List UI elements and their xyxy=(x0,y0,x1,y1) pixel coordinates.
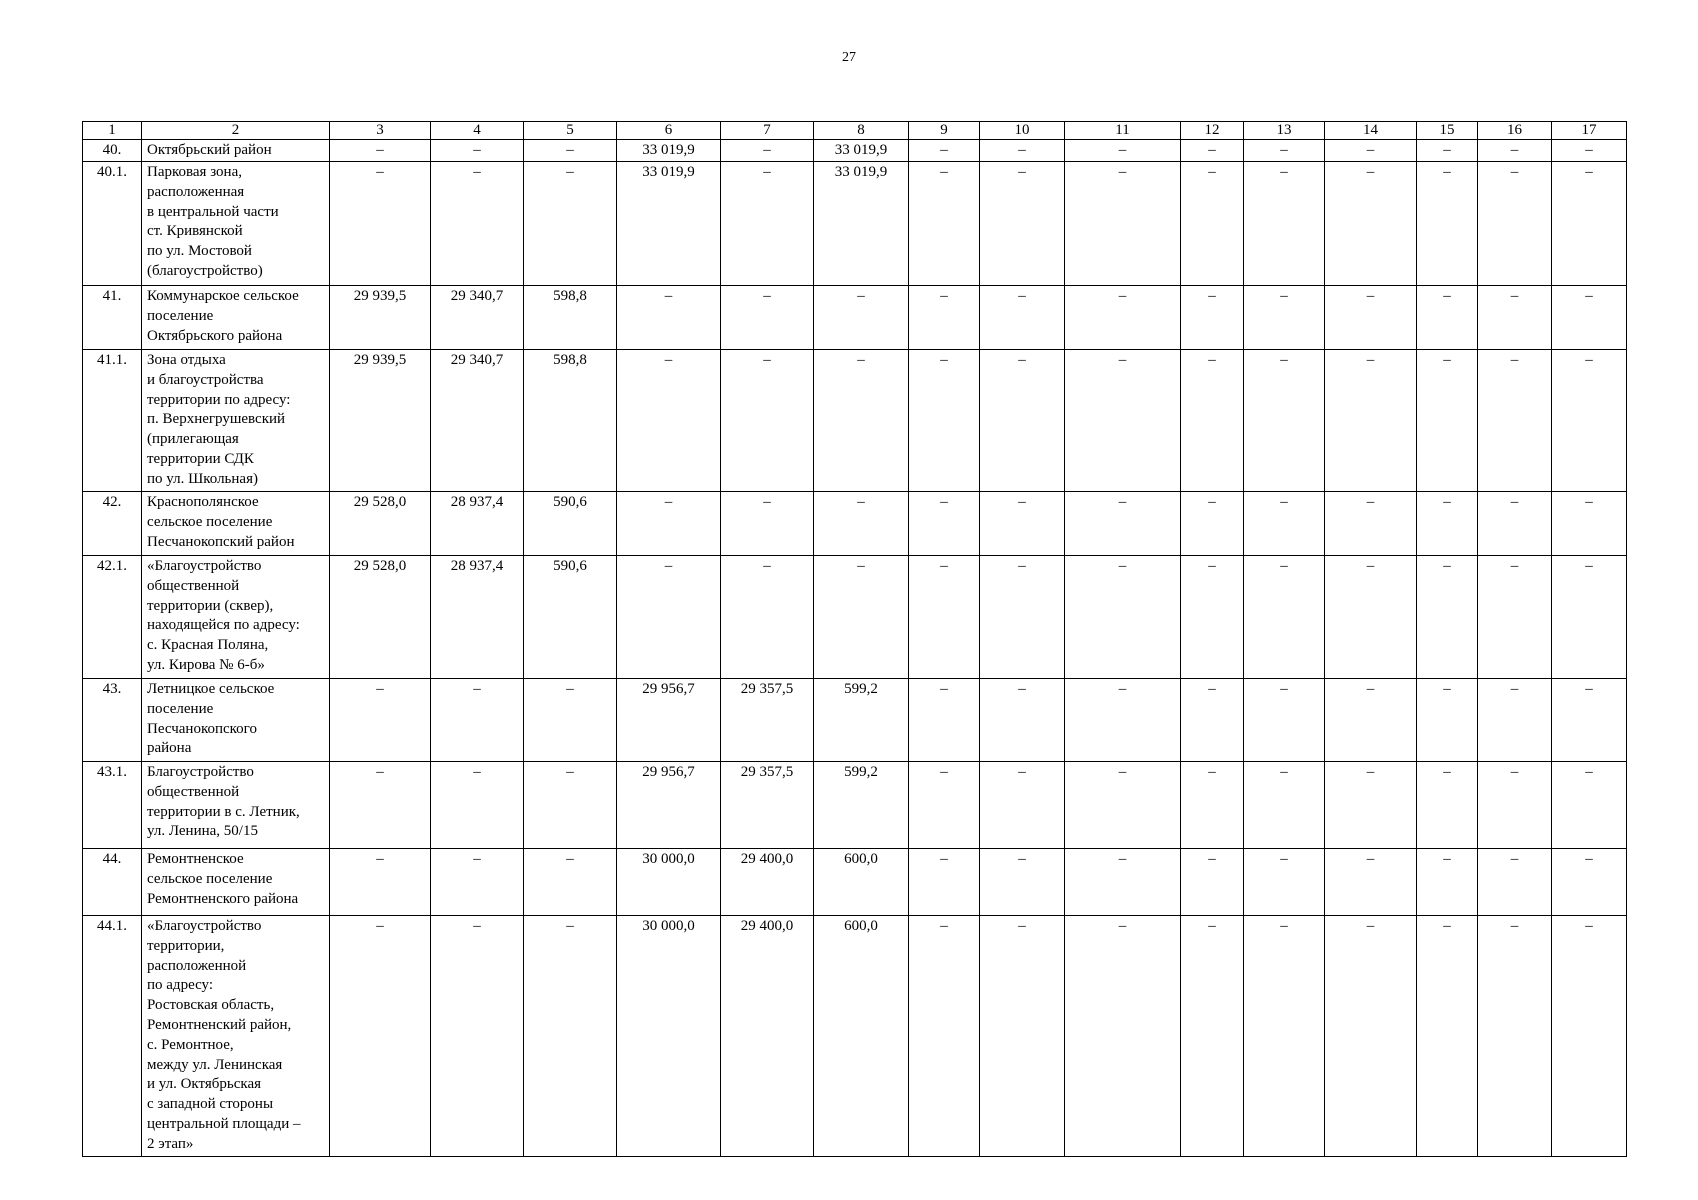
value-cell: – xyxy=(1325,556,1417,679)
value-cell: – xyxy=(1552,140,1627,162)
data-table xyxy=(82,121,1627,1157)
object-name-line: с западной стороны xyxy=(147,1096,274,1113)
object-name-line: с. Ремонтное, xyxy=(147,1036,234,1053)
table-row xyxy=(83,140,1627,162)
value-cell: – xyxy=(909,162,980,286)
object-name-line: «Благоустройство xyxy=(147,918,262,934)
value-cell: – xyxy=(617,556,721,679)
value-cell: – xyxy=(909,350,980,492)
value-cell: – xyxy=(721,162,814,286)
object-name xyxy=(142,556,330,679)
value-cell: – xyxy=(1065,762,1181,849)
value-cell: – xyxy=(1065,556,1181,679)
value-cell: – xyxy=(814,350,909,492)
value-cell: – xyxy=(1065,350,1181,492)
column-header: 6 xyxy=(617,122,721,140)
value-cell: – xyxy=(1181,916,1244,1157)
value-cell: – xyxy=(1478,350,1552,492)
row-number: 43.1. xyxy=(83,762,142,849)
value-cell: – xyxy=(1325,492,1417,556)
value-cell: – xyxy=(1181,556,1244,679)
object-name-line: (прилегающая xyxy=(147,431,239,448)
value-cell: – xyxy=(980,140,1065,162)
value-cell: – xyxy=(1417,140,1478,162)
object-name xyxy=(142,762,330,849)
value-cell: – xyxy=(1552,286,1627,350)
value-cell: 29 939,5 xyxy=(330,286,431,350)
object-name-line: с. Красная Поляна, xyxy=(147,637,269,654)
object-name-line: Октябрьского района xyxy=(147,327,283,344)
value-cell: – xyxy=(909,916,980,1157)
value-cell: – xyxy=(1325,916,1417,1157)
value-cell: – xyxy=(1552,916,1627,1157)
value-cell: – xyxy=(909,679,980,762)
value-cell: – xyxy=(1065,140,1181,162)
value-cell: 600,0 xyxy=(814,916,909,1157)
object-name-line: и благоустройства xyxy=(147,371,264,388)
object-name-line: ул. Кирова № 6-б» xyxy=(147,656,265,673)
object-name-line: сельское поселение xyxy=(147,870,273,887)
value-cell: – xyxy=(330,849,431,916)
value-cell: – xyxy=(1244,849,1325,916)
table-row xyxy=(83,849,1627,916)
row-number: 41. xyxy=(83,286,142,350)
value-cell: – xyxy=(330,679,431,762)
value-cell: 29 400,0 xyxy=(721,849,814,916)
value-cell: – xyxy=(617,350,721,492)
value-cell: – xyxy=(814,492,909,556)
value-cell: – xyxy=(617,492,721,556)
column-header: 15 xyxy=(1417,122,1478,140)
value-cell: – xyxy=(431,849,524,916)
value-cell: 598,8 xyxy=(524,286,617,350)
value-cell: – xyxy=(1478,556,1552,679)
value-cell: – xyxy=(1181,162,1244,286)
object-name-line: территории (сквер), xyxy=(147,597,274,614)
object-name-line: ст. Кривянской xyxy=(147,223,243,240)
value-cell: – xyxy=(980,492,1065,556)
value-cell: – xyxy=(1065,162,1181,286)
object-name-line: территории, xyxy=(147,937,225,954)
object-name-line: Парковая зона, xyxy=(147,164,242,180)
value-cell: – xyxy=(617,286,721,350)
value-cell: 33 019,9 xyxy=(617,140,721,162)
value-cell: – xyxy=(1244,556,1325,679)
table-body xyxy=(83,140,1627,1157)
value-cell: – xyxy=(980,916,1065,1157)
object-name xyxy=(142,679,330,762)
object-name-line: расположенная xyxy=(147,183,245,200)
value-cell: – xyxy=(1181,350,1244,492)
value-cell: – xyxy=(909,492,980,556)
value-cell: – xyxy=(909,286,980,350)
row-number: 44.1. xyxy=(83,916,142,1157)
value-cell: – xyxy=(1478,492,1552,556)
value-cell: – xyxy=(1181,492,1244,556)
object-name-line: по ул. Школьная) xyxy=(147,470,258,487)
table-row xyxy=(83,350,1627,492)
row-number: 42. xyxy=(83,492,142,556)
value-cell: 29 939,5 xyxy=(330,350,431,492)
value-cell: – xyxy=(1552,350,1627,492)
column-header: 17 xyxy=(1552,122,1627,140)
object-name-line: «Благоустройство xyxy=(147,558,262,574)
value-cell: – xyxy=(524,762,617,849)
value-cell: – xyxy=(1181,140,1244,162)
object-name-line: находящейся по адресу: xyxy=(147,617,300,634)
object-name-line: сельское поселение xyxy=(147,513,273,530)
object-name-line: общественной xyxy=(147,577,240,594)
value-cell: – xyxy=(980,162,1065,286)
value-cell: – xyxy=(1478,916,1552,1157)
object-name-line: Коммунарское сельское xyxy=(147,288,299,304)
value-cell: – xyxy=(1478,286,1552,350)
value-cell: – xyxy=(524,916,617,1157)
value-cell: 28 937,4 xyxy=(431,492,524,556)
value-cell: – xyxy=(1244,350,1325,492)
value-cell: – xyxy=(1478,162,1552,286)
table-row xyxy=(83,762,1627,849)
value-cell: – xyxy=(1417,556,1478,679)
value-cell: – xyxy=(1244,162,1325,286)
value-cell: – xyxy=(1181,849,1244,916)
page-number: 27 xyxy=(842,50,856,65)
value-cell: 33 019,9 xyxy=(814,162,909,286)
value-cell: – xyxy=(721,350,814,492)
value-cell: 29 956,7 xyxy=(617,762,721,849)
value-cell: – xyxy=(721,492,814,556)
value-cell: – xyxy=(1065,679,1181,762)
object-name-line: территории по адресу: xyxy=(147,391,291,408)
column-header: 3 xyxy=(330,122,431,140)
value-cell: – xyxy=(1417,849,1478,916)
value-cell: 599,2 xyxy=(814,679,909,762)
row-number: 43. xyxy=(83,679,142,762)
value-cell: 30 000,0 xyxy=(617,916,721,1157)
column-header: 12 xyxy=(1181,122,1244,140)
value-cell: – xyxy=(1065,286,1181,350)
value-cell: – xyxy=(909,140,980,162)
value-cell: – xyxy=(1181,679,1244,762)
row-number: 42.1. xyxy=(83,556,142,679)
value-cell: – xyxy=(1552,492,1627,556)
value-cell: 590,6 xyxy=(524,556,617,679)
value-cell: 29 357,5 xyxy=(721,679,814,762)
value-cell: – xyxy=(330,916,431,1157)
row-number: 41.1. xyxy=(83,350,142,492)
value-cell: – xyxy=(1417,350,1478,492)
value-cell: – xyxy=(330,140,431,162)
value-cell: 33 019,9 xyxy=(617,162,721,286)
object-name xyxy=(142,140,330,162)
value-cell: – xyxy=(1244,679,1325,762)
column-header: 4 xyxy=(431,122,524,140)
value-cell: – xyxy=(1065,916,1181,1157)
value-cell: – xyxy=(1417,916,1478,1157)
value-cell: – xyxy=(721,140,814,162)
value-cell: – xyxy=(1325,762,1417,849)
object-name-line: территории в с. Летник, xyxy=(147,803,300,820)
value-cell: 29 357,5 xyxy=(721,762,814,849)
value-cell: – xyxy=(721,556,814,679)
object-name-line: между ул. Ленинская xyxy=(147,1056,283,1073)
object-name-line: поселение xyxy=(147,307,214,324)
value-cell: – xyxy=(1325,162,1417,286)
value-cell: 29 340,7 xyxy=(431,286,524,350)
value-cell: – xyxy=(1181,286,1244,350)
table-row xyxy=(83,679,1627,762)
value-cell: – xyxy=(1478,679,1552,762)
object-name xyxy=(142,286,330,350)
value-cell: – xyxy=(1417,162,1478,286)
value-cell: 28 937,4 xyxy=(431,556,524,679)
row-number: 40.1. xyxy=(83,162,142,286)
value-cell: – xyxy=(431,140,524,162)
object-name-line: по ул. Мостовой xyxy=(147,243,252,260)
value-cell: – xyxy=(1325,849,1417,916)
value-cell: – xyxy=(1552,762,1627,849)
row-number: 44. xyxy=(83,849,142,916)
row-number: 40. xyxy=(83,140,142,162)
column-header: 1 xyxy=(83,122,142,140)
value-cell: – xyxy=(1552,162,1627,286)
value-cell: – xyxy=(1478,140,1552,162)
value-cell: 29 528,0 xyxy=(330,556,431,679)
object-name-line: расположенной xyxy=(147,957,247,974)
value-cell: – xyxy=(1065,492,1181,556)
value-cell: – xyxy=(980,679,1065,762)
object-name-line: Ремонтненского района xyxy=(147,890,299,907)
column-header: 10 xyxy=(980,122,1065,140)
value-cell: – xyxy=(431,679,524,762)
table-row xyxy=(83,162,1627,286)
value-cell: 30 000,0 xyxy=(617,849,721,916)
value-cell: 590,6 xyxy=(524,492,617,556)
value-cell: 600,0 xyxy=(814,849,909,916)
object-name-line: района xyxy=(147,740,192,757)
object-name-line: Песчанокопский район xyxy=(147,533,295,550)
object-name-line: центральной площади – xyxy=(147,1115,301,1132)
value-cell: – xyxy=(1325,140,1417,162)
object-name xyxy=(142,162,330,286)
table-row xyxy=(83,492,1627,556)
value-cell: – xyxy=(1065,849,1181,916)
value-cell: – xyxy=(1244,762,1325,849)
value-cell: – xyxy=(909,556,980,679)
value-cell: – xyxy=(980,286,1065,350)
table-row xyxy=(83,286,1627,350)
value-cell: – xyxy=(980,350,1065,492)
value-cell: – xyxy=(524,140,617,162)
value-cell: – xyxy=(1478,762,1552,849)
value-cell: 29 400,0 xyxy=(721,916,814,1157)
table-row xyxy=(83,916,1627,1157)
object-name-line: Ремонтненское xyxy=(147,851,244,867)
object-name-line: Летницкое сельское xyxy=(147,681,275,697)
value-cell: – xyxy=(1325,679,1417,762)
object-name-line: п. Верхнегрушевский xyxy=(147,411,286,428)
value-cell: – xyxy=(1417,286,1478,350)
object-name-line: Благоустройство xyxy=(147,764,254,780)
object-name-line: и ул. Октябрьская xyxy=(147,1076,262,1093)
value-cell: – xyxy=(330,762,431,849)
value-cell: 33 019,9 xyxy=(814,140,909,162)
value-cell: – xyxy=(1325,350,1417,492)
value-cell: 29 340,7 xyxy=(431,350,524,492)
column-header: 13 xyxy=(1244,122,1325,140)
value-cell: – xyxy=(814,286,909,350)
value-cell: – xyxy=(330,162,431,286)
value-cell: – xyxy=(524,849,617,916)
object-name-line: ул. Ленина, 50/15 xyxy=(147,823,258,840)
column-header: 2 xyxy=(142,122,330,140)
value-cell: – xyxy=(1244,140,1325,162)
object-name-line: Краснополянское xyxy=(147,494,259,510)
value-cell: – xyxy=(1417,762,1478,849)
value-cell: – xyxy=(1552,679,1627,762)
value-cell: – xyxy=(980,556,1065,679)
object-name xyxy=(142,916,330,1157)
object-name-line: (благоустройство) xyxy=(147,262,263,279)
value-cell: – xyxy=(1181,762,1244,849)
column-header: 14 xyxy=(1325,122,1417,140)
object-name xyxy=(142,492,330,556)
value-cell: – xyxy=(814,556,909,679)
value-cell: – xyxy=(1244,286,1325,350)
object-name-line: Ремонтненский район, xyxy=(147,1016,292,1033)
object-name-line: по адресу: xyxy=(147,977,214,994)
value-cell: – xyxy=(1552,556,1627,679)
value-cell: – xyxy=(1244,916,1325,1157)
value-cell: – xyxy=(524,162,617,286)
value-cell: – xyxy=(1244,492,1325,556)
value-cell: – xyxy=(431,916,524,1157)
column-header: 11 xyxy=(1065,122,1181,140)
value-cell: – xyxy=(909,762,980,849)
object-name-line: в центральной части xyxy=(147,203,279,220)
header-row xyxy=(83,122,1627,140)
object-name-line: территории СДК xyxy=(147,450,254,467)
column-header: 16 xyxy=(1478,122,1552,140)
value-cell: – xyxy=(980,762,1065,849)
value-cell: – xyxy=(1417,679,1478,762)
object-name-line: общественной xyxy=(147,783,240,800)
table-row xyxy=(83,556,1627,679)
value-cell: – xyxy=(721,286,814,350)
value-cell: – xyxy=(524,679,617,762)
value-cell: 29 956,7 xyxy=(617,679,721,762)
object-name-line: Октябрьский район xyxy=(147,142,272,158)
value-cell: – xyxy=(1552,849,1627,916)
column-header: 5 xyxy=(524,122,617,140)
value-cell: 29 528,0 xyxy=(330,492,431,556)
column-header: 9 xyxy=(909,122,980,140)
object-name xyxy=(142,849,330,916)
value-cell: 598,8 xyxy=(524,350,617,492)
object-name-line: 2 этап» xyxy=(147,1135,194,1152)
object-name xyxy=(142,350,330,492)
object-name-line: Песчанокопского xyxy=(147,720,257,737)
value-cell: – xyxy=(1478,849,1552,916)
value-cell: – xyxy=(980,849,1065,916)
column-header: 7 xyxy=(721,122,814,140)
value-cell: – xyxy=(909,849,980,916)
value-cell: – xyxy=(431,762,524,849)
value-cell: – xyxy=(1417,492,1478,556)
value-cell: 599,2 xyxy=(814,762,909,849)
value-cell: – xyxy=(1325,286,1417,350)
object-name-line: поселение xyxy=(147,700,214,717)
object-name-line: Ростовская область, xyxy=(147,997,275,1014)
column-header: 8 xyxy=(814,122,909,140)
value-cell: – xyxy=(431,162,524,286)
object-name-line: Зона отдыха xyxy=(147,352,226,368)
